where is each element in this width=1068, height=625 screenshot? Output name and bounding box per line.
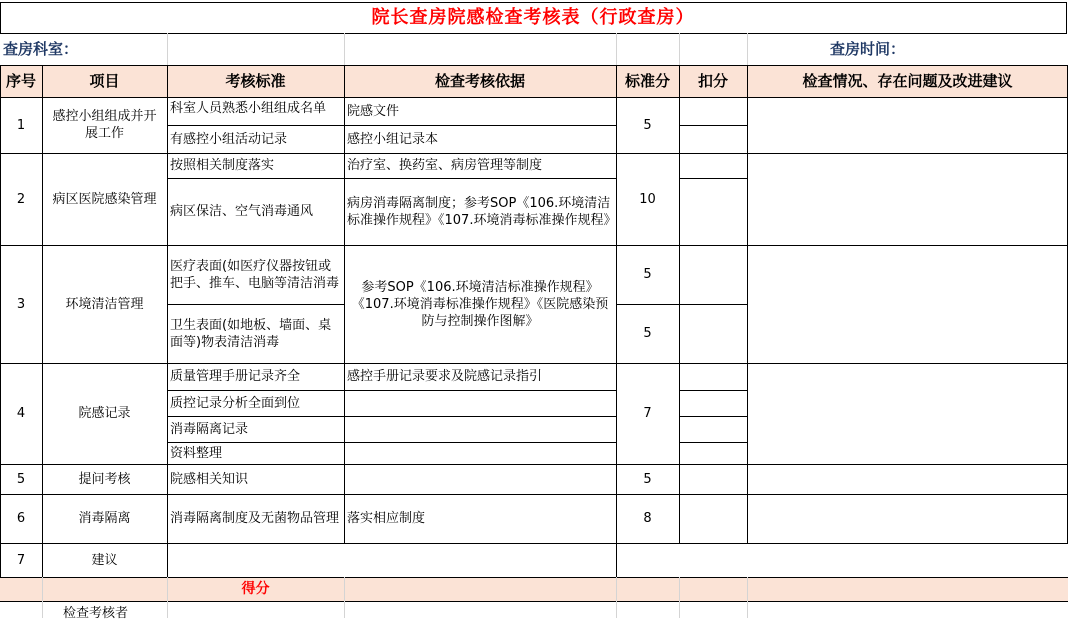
row-3-score-1: 5	[643, 267, 652, 282]
col-header-item: 项目	[42, 65, 167, 97]
grid-line	[747, 65, 748, 543]
row-7-item: 建议	[91, 552, 118, 568]
grid-line	[0, 2, 1, 33]
row-6-item: 消毒隔离	[78, 511, 131, 526]
row-1-basis-1: 院感文件	[347, 103, 400, 119]
grid-line	[0, 543, 1068, 544]
grid-line	[747, 577, 748, 618]
row-4-basis-1: 感控手册记录要求及院感记录指引	[347, 369, 543, 384]
grid-line	[167, 442, 616, 443]
row-1-criteria-1: 科室人员熟悉小组组成名单	[170, 101, 327, 116]
grid-line	[0, 33, 1067, 34]
row-3-criteria-2: 卫生表面(如地板、墙面、桌面等)物表清洁消毒	[170, 317, 332, 350]
grid-line	[616, 577, 617, 618]
grid-line	[0, 577, 1068, 578]
score-label: 得分	[241, 580, 270, 597]
row-2-basis-1: 治疗室、换药室、病房管理等制度	[347, 158, 543, 173]
grid-line	[344, 65, 345, 543]
grid-line	[167, 125, 616, 126]
grid-line	[0, 245, 1068, 246]
row-6-basis: 落实相应制度	[347, 511, 426, 526]
row-2-score: 10	[639, 191, 656, 207]
grid-line	[167, 178, 616, 179]
grid-line	[0, 65, 1068, 66]
row-3-basis: 参考SOP《106.环境清洁标准操作规程》《107.环境消毒标准操作规程》《医院感染预防与控制操作图解》	[351, 279, 609, 329]
row-6-no: 6	[16, 511, 26, 526]
grid-line	[679, 178, 747, 179]
row-2-basis-2: 病房消毒隔离制度；参考SOP《106.环境清洁标准操作规程》《107.环境消毒标准操作规程》	[347, 195, 616, 228]
row-5-no: 5	[16, 471, 26, 487]
row-5-item: 提问考核	[78, 471, 131, 487]
row-5-score: 5	[643, 471, 652, 487]
grid-line	[0, 65, 1, 577]
col-header-basis: 检查考核依据	[344, 65, 616, 97]
grid-line	[616, 33, 617, 65]
row-7-no: 7	[16, 552, 26, 568]
row-2-item: 病区医院感染管理	[52, 191, 157, 207]
row-2-criteria-1: 按照相关制度落实	[170, 158, 275, 173]
grid-line	[747, 33, 748, 65]
row-3-no: 3	[16, 296, 26, 312]
grid-line	[0, 363, 1068, 364]
dept-label: 查房科室：	[3, 39, 79, 58]
col-header-standard-score: 标准分	[616, 65, 679, 97]
grid-line	[679, 65, 680, 543]
grid-line	[0, 464, 1068, 465]
grid-line	[0, 97, 1068, 98]
grid-line	[679, 33, 680, 65]
grid-line	[167, 65, 168, 577]
grid-line	[679, 416, 747, 417]
row-6-criteria: 消毒隔离制度及无菌物品管理	[170, 511, 340, 526]
grid-line	[0, 494, 1068, 495]
grid-line	[0, 2, 1067, 3]
grid-line	[167, 577, 168, 618]
grid-line	[0, 153, 1068, 154]
grid-line	[42, 65, 43, 577]
grid-line	[167, 416, 616, 417]
row-4-item: 院感记录	[78, 406, 131, 421]
grid-line	[679, 442, 747, 443]
grid-line	[344, 577, 345, 618]
col-header-deduction: 扣分	[679, 65, 747, 97]
row-5-criteria: 院感相关知识	[170, 471, 249, 487]
grid-line	[0, 601, 1068, 602]
row-3-item: 环境清洁管理	[65, 296, 144, 312]
col-header-criteria: 考核标准	[167, 65, 344, 97]
time-label: 查房时间：	[829, 39, 905, 58]
col-header-no: 序号	[0, 65, 42, 97]
grid-line	[616, 65, 617, 577]
row-3-criteria-1: 医疗表面(如医疗仪器按钮或把手、推车、电脑等清洁消毒	[170, 258, 340, 291]
row-1-basis-2: 感控小组记录本	[347, 131, 439, 147]
inspector-label: 检查考核者	[63, 606, 129, 621]
row-4-no: 4	[16, 406, 26, 421]
row-6-score: 8	[643, 511, 652, 526]
row-1-item: 感控小组组成并开展工作	[52, 109, 157, 141]
grid-line	[42, 577, 43, 618]
grid-line	[679, 577, 680, 618]
grid-line	[167, 390, 616, 391]
grid-line	[344, 33, 345, 65]
row-2-no: 2	[16, 191, 26, 207]
row-1-score: 5	[643, 117, 652, 133]
grid-line	[167, 304, 344, 305]
row-4-criteria-2: 质控记录分析全面到位	[170, 395, 301, 411]
row-1-criteria-2: 有感控小组活动记录	[170, 131, 288, 147]
row-4-criteria-4: 资料整理	[170, 445, 223, 461]
row-4-criteria-1: 质量管理手册记录齐全	[170, 369, 301, 384]
row-7-suggestion-cell[interactable]	[167, 543, 616, 577]
row-4-score: 7	[643, 406, 652, 421]
grid-line	[1066, 2, 1067, 33]
page-title: 院长查房院感检查考核表（行政查房）	[371, 6, 695, 28]
row-4-criteria-3: 消毒隔离记录	[170, 421, 249, 437]
row-2-criteria-2: 病区保洁、空气消毒通风	[170, 204, 314, 219]
col-header-remarks: 检查情况、存在问题及改进建议	[747, 65, 1068, 97]
grid-line	[679, 125, 747, 126]
grid-line	[616, 304, 747, 305]
row-3-score-2: 5	[643, 326, 652, 341]
row-1-no: 1	[16, 117, 26, 133]
grid-line	[679, 390, 747, 391]
grid-line	[167, 33, 168, 65]
score-row	[0, 577, 1068, 601]
